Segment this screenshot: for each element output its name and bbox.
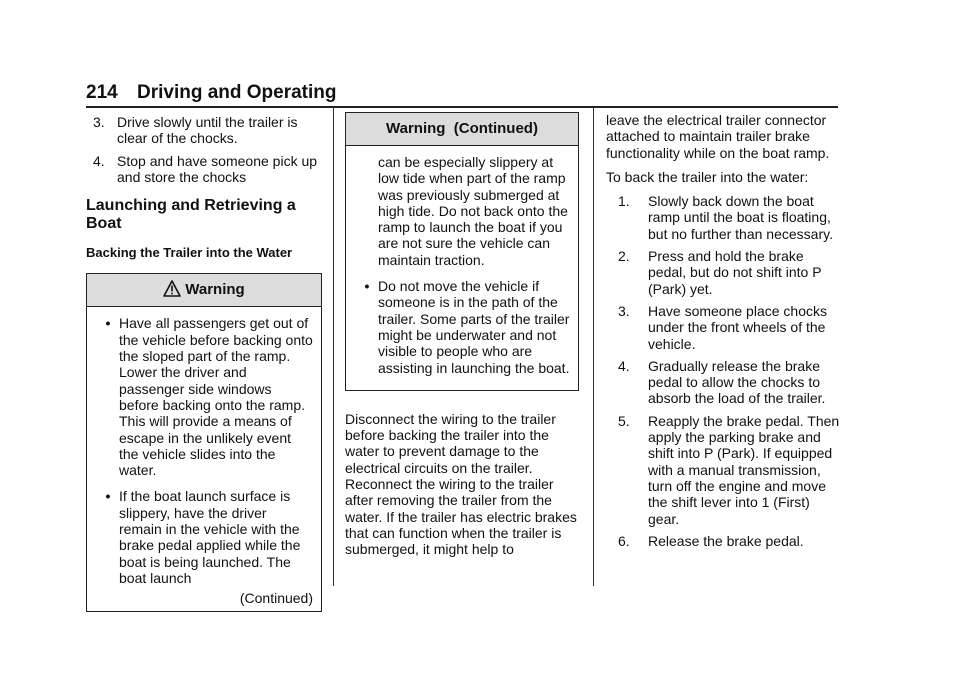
column-divider-1 [333, 108, 334, 586]
warning-bullet: • Have all passengers get out of the vehicle before backing onto the sloped part of the ramp. Lower the driver and passenger side windows before backing onto the ramp. This will provide a means of escape in the unlikely event the vehicle slides into the water. [105, 315, 313, 479]
warning-header: Warning (Continued) [346, 113, 578, 146]
list-item: 1. Slowly back down the boat ramp until the boat is floating, but no further than necessary. [618, 193, 833, 242]
header-rule [86, 106, 838, 108]
list-item: 3. Drive slowly until the trailer is clear of the chocks. [93, 114, 298, 147]
warning-body [87, 307, 321, 610]
column-3 [606, 112, 842, 555]
subsection-heading: Backing the Trailer into the Water [86, 245, 293, 261]
list-item: 6. Release the brake pedal. [618, 532, 804, 549]
section-title-header: Driving and Operating [136, 82, 337, 103]
list-item: 2. Press and hold the brake pedal, but do not shift into P (Park) yet. [618, 248, 822, 297]
column-divider-2 [593, 108, 594, 586]
list-item: 5. Reapply the brake pedal. Then apply the parking brake and shift into P (Park). If equipped with a manual transmission, turn off the engine and move the shift lever into 1 (First) gear. [618, 412, 840, 527]
column-2 [345, 112, 579, 566]
warning-title: Warning [185, 281, 245, 299]
warning-continuation: can be especially slippery at low tide when part of the ramp was previously submerged at high tide. Do not back onto the ramp to launch the boat if you are not sure the vehicle can maintain traction. [378, 154, 568, 268]
warning-header [87, 274, 321, 307]
warning-triangle-icon [163, 277, 181, 309]
warning-box-continued [345, 112, 579, 391]
steps-list [606, 193, 842, 549]
intro-text: To back the trailer into the water: [606, 168, 809, 185]
body-paragraph: leave the electrical trailer connector attached to maintain trailer brake functionality while on the boat ramp. [606, 112, 830, 161]
list-item: 4. Gradually release the brake pedal to allow the chocks to absorb the load of the trailer. [618, 357, 826, 407]
page-header [86, 82, 337, 104]
warning-bullet: • If the boat launch surface is slippery, have the driver remain in the vehicle with the brake pedal applied while the boat is being launched. The boat launch [105, 488, 301, 586]
list-item: 3. Have someone place chocks under the front wheels of the vehicle. [618, 302, 827, 352]
list-item: 4. Stop and have someone pick up and store the chocks [93, 152, 318, 185]
column-1 [86, 114, 322, 612]
warning-body [346, 146, 578, 390]
warning-box [86, 273, 322, 611]
continued-label: (Continued) [239, 590, 313, 607]
section-heading: Launching and Retrieving a Boat [86, 197, 296, 233]
warning-bullet: • Do not move the vehicle if someone is in the path of the trailer. Some parts of the trailer might be underwater and not visible to people who are assisting in launching the boat. [364, 278, 570, 376]
page-number: 214 [86, 82, 118, 103]
body-paragraph: Disconnect the wiring to the trailer before backing the trailer into the water to prevent damage to the electrical circuits on the trailer. Reconnect the wiring to the trailer after removing the trailer from the water. If the trailer has electric brakes that can function when the trailer is submerged, it might help to [345, 410, 577, 558]
